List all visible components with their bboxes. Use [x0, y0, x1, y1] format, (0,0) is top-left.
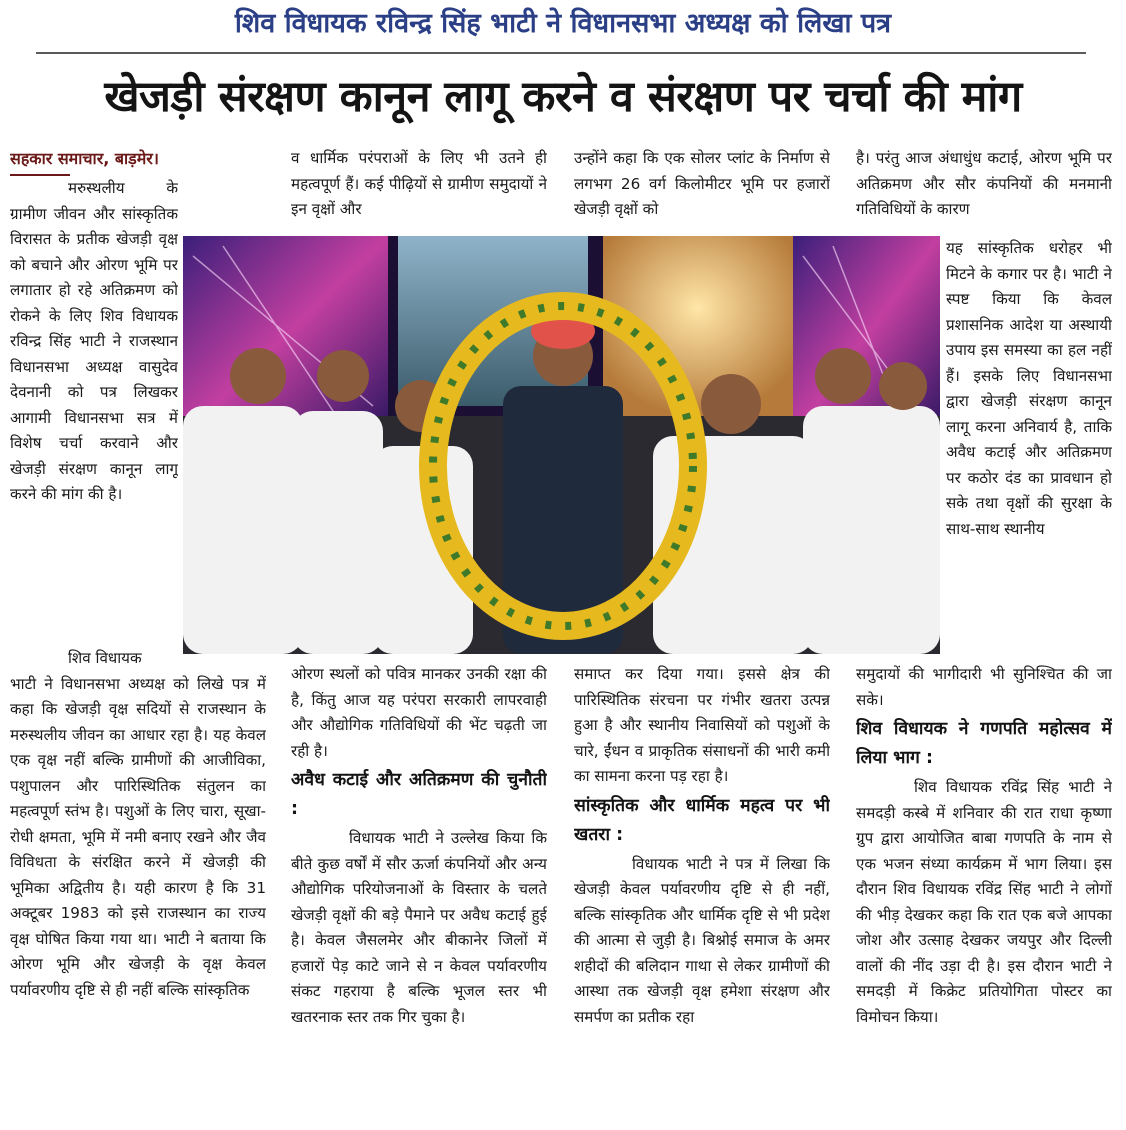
- col4-mid-text: यह सांस्कृतिक धरोहर भी मिटने के कगार पर है। भाटी ने स्पष्ट किया कि केवल प्रशासनिक आदेश या अस्थायी उपाय इस समस्या का हल नहीं हैं। इसके लिए विधानसभा द्वारा खेजड़ी संरक्षण कानून लागू करना अनिवार्य है, ताकि अवैध कटाई और अतिक्रमण पर कठोर दंड का प्रावधान हो सके तथा वृक्षों की सुरक्षा के साथ-साथ स्थानीय: [946, 239, 1112, 538]
- col4-paragraph: शिव विधायक रविंद्र सिंह भाटी ने समदड़ी कस्बे में शनिवार की रात राधा कृष्णा ग्रुप द्वारा आयोजित बाबा गणपति के नाम से एक भजन संध्या कार्यक्रम में भाग लिया। इस दौरान शिव विधायक रविंद्र सिंह भाटी ने लोगों की भीड़ देखकर कहा कि रात एक बजे आपका जोश और उत्साह देखकर जयपुर और दिल्ली वालों की नींद उड़ा दी है। इस दौरान भाटी ने समदड़ी में किक्रेट प्रतियोगिता पोस्टर का विमोचन किया।: [856, 778, 1112, 1026]
- kicker-headline: शिव विधायक रविन्द्र सिंह भाटी ने विधानसभा अध्यक्ष को लिखा पत्र: [234, 8, 892, 39]
- column-4-bottom: [856, 662, 1112, 1126]
- column-1-lead: [10, 176, 178, 646]
- subhead-ganpati-festival: शिव विधायक ने गणपति महोत्सव में लिया भाग :: [856, 719, 1112, 768]
- col1-mid-label: शिव विधायक: [68, 649, 142, 667]
- col4-bottom-text: समुदायों की भागीदारी भी सुनिश्चित की जा सके।: [856, 665, 1112, 709]
- lead-paragraph-start: मरुस्थलीय के ग्रामीण जीवन और सांस्कृतिक विरासत के प्रतीक खेजड़ी वृक्ष को बचाने और ओरण भूमि पर लगातार हो रहे अतिक्रमण को रोकने के लिए शिव विधायक रविन्द्र सिंह भाटी ने राजस्थान विधानसभा अध्यक्ष वासुदेव देवनानी को पत्र लिखकर आगामी विधानसभा सत्र में विशेष चर्चा करवाने और खेजड़ी संरक्षण कानून लागू करने की मांग की है।: [10, 179, 178, 503]
- col1-bottom-text: भाटी ने विधानसभा अध्यक्ष को लिखे पत्र में कहा कि खेजड़ी वृक्ष सदियों से राजस्थान के मरुस्थलीय जीवन का आधार रहा है। यह केवल एक वृक्ष नहीं बल्कि ग्रामीणों की आजीविका, पशुपालन और पारिस्थितिक संतुलन का महत्वपूर्ण स्तंभ है। पशुओं के लिए चारा, सूखा-रोधी क्षमता, भूमि में नमी बनाए रखने और जैव विविधता के संरक्षित करने में खेजड़ी की भूमिका अद्वितीय है। यही कारण है कि 31 अक्टूबर 1983 को इसे राजस्थान का राज्य वृक्ष घोषित किया गया था। भाटी ने बताया कि ओरण भूमि और खेजड़ी के वृक्ष केवल पर्यावरणीय दृष्टि से ही नहीं बल्कि सांस्कृतिक: [10, 674, 266, 999]
- column-3-bottom: [574, 662, 830, 1126]
- col3-bottom-text: समाप्त कर दिया गया। इससे क्षेत्र की पारिस्थितिक संरचना पर गंभीर खतरा उत्पन्न हुआ है और स्थानीय निवासियों को पशुओं के चारे, ईंधन व प्राकृतिक संसाधनों की भारी कमी का सामना करना पड़ रहा है।: [574, 665, 830, 785]
- byline: सहकार समाचार, बाड़मेर।: [10, 149, 159, 168]
- column-1-bottom: [10, 646, 266, 1126]
- col2-bottom-text: ओरण स्थलों को पवित्र मानकर उनकी रक्षा की है, किंतु आज यह परंपरा सरकारी लापरवाही और औद्योगिक गतिविधियों की भेंट चढ़ती जा रही है।: [291, 665, 547, 760]
- photo-illustration: [183, 236, 940, 654]
- main-headline: खेजड़ी संरक्षण कानून लागू करने व संरक्षण पर चर्चा की मांग: [104, 72, 1022, 122]
- col2-top-text: व धार्मिक परंपराओं के लिए भी उतने ही महत्वपूर्ण हैं। कई पीढ़ियों से ग्रामीण समुदायों ने इन वृक्षों और: [291, 149, 547, 218]
- header-rule: [36, 52, 1086, 54]
- column-3-top: [574, 146, 830, 232]
- subhead-illegal-felling: अवैध कटाई और अतिक्रमण की चुनौती :: [291, 770, 547, 819]
- event-photo: [183, 236, 940, 654]
- subhead-cultural-threat: सांस्कृतिक और धार्मिक महत्व पर भी खतरा :: [574, 795, 830, 845]
- column-4-top: [856, 146, 1112, 232]
- col3-top-text: उन्होंने कहा कि एक सोलर प्लांट के निर्माण से लगभग 26 वर्ग किलोमीटर भूमि पर हजारों खेजड़ी वृक्षों को: [574, 149, 830, 218]
- column-4-mid: [946, 236, 1112, 656]
- column-2-bottom: [291, 662, 547, 1126]
- col4-top-text: है। परंतु आज अंधाधुंध कटाई, ओरण भूमि पर अतिक्रमण और सौर कंपनियों की मनमानी गतिविधियों के कारण: [856, 149, 1112, 218]
- column-2-top: [291, 146, 547, 232]
- col2-paragraph: विधायक भाटी ने उल्लेख किया कि बीते कुछ वर्षों में सौर ऊर्जा कंपनियों और अन्य औद्योगिक परियोजनाओं के विस्तार के चलते खेजड़ी वृक्षों की बड़े पैमाने पर अवैध कटाई हुई है। केवल जैसलमेर और बीकानेर जिलों में हजारों पेड़ काटे जाने से न केवल पर्यावरणीय संकट गहराया है बल्कि भूजल स्तर भी खतरनाक स्तर तक गिर चुका है।: [291, 829, 547, 1026]
- col3-paragraph: विधायक भाटी ने पत्र में लिखा कि खेजड़ी केवल पर्यावरणीय दृष्टि से ही नहीं, बल्कि सांस्कृतिक और धार्मिक दृष्टि से भी प्रदेश की आत्मा से जुड़ी है। बिश्नोई समाज के अमर शहीदों की बलिदान गाथा से लेकर ग्रामीणों की आस्था तक खेजड़ी वृक्ष हमेशा संरक्षण और समर्पण का प्रतीक रहा: [574, 854, 830, 1026]
